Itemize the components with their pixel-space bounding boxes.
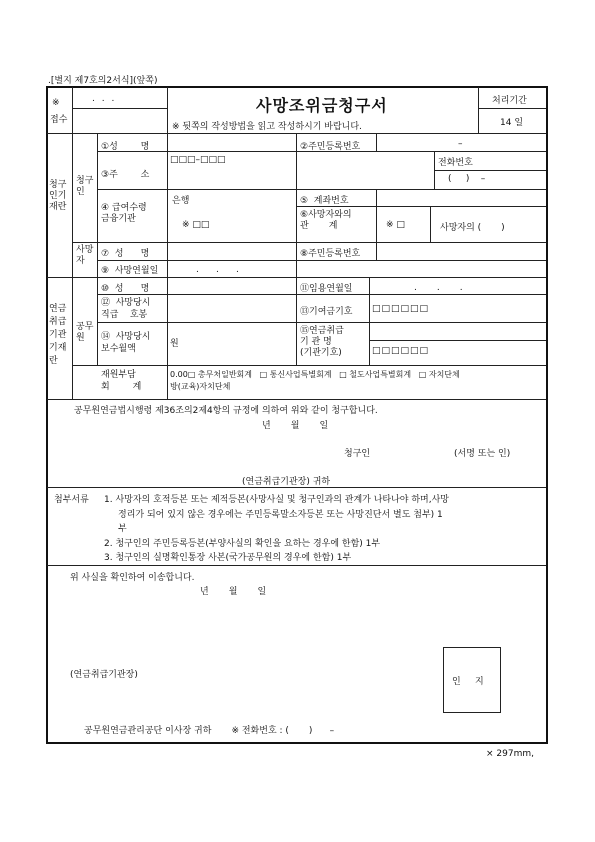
address-value: □□□–□□□ xyxy=(170,155,226,165)
agency-label: ⑮연금취급 기 관 명 (기관기호) xyxy=(300,326,344,358)
recipient: (연금취급기관장) 귀하 xyxy=(242,477,331,487)
attachment-item-2: 2. 청구인의 주민등록등본(부양사실의 확인을 요하는 경우에 한함) 1부 xyxy=(104,539,381,549)
revenue-stamp-label: 인 지 xyxy=(452,677,484,687)
attachments-label: 첨부서류 xyxy=(54,495,89,505)
attachment-item-1c: 부 xyxy=(118,524,127,534)
bank-mark: ※ □□ xyxy=(182,220,210,230)
statement-text: 공무원연금법시행령 제36조의2제4항의 규정에 의하여 위와 같이 청구합니다. xyxy=(74,406,378,416)
attachment-item-1b: 정리가 되어 있지 않은 경우에는 주민등록말소자등본 또는 사망진단서 별도 첨부) 1 xyxy=(118,510,443,520)
size-note: × 297mm, xyxy=(486,749,534,759)
civil-servant-label: 공무 원 xyxy=(76,322,94,343)
phone-label: 전화번호 xyxy=(438,158,473,168)
bank-label: ④ 급여수령 금융기관 xyxy=(101,203,147,224)
account-label: ⑤ 계좌번호 xyxy=(300,196,349,206)
form-title: 사망조위금청구서 xyxy=(256,96,388,115)
rrn-dash: – xyxy=(458,139,463,149)
hire-date-value: . . . xyxy=(414,283,463,293)
rrn-label: ②주민등록번호 xyxy=(300,142,361,152)
confirm-date: 년 월 일 xyxy=(200,587,267,597)
section2-label: 연금 취급 기관 기재 란 xyxy=(49,304,67,366)
death-date-label: ⑨ 사망연월일 xyxy=(101,266,159,276)
attachment-item-1: 1. 사망자의 호적등본 또는 제적등본(사망사실 및 청구인과의 관계가 나타나야 하며,사망 xyxy=(104,495,449,505)
contrib-value: □□□□□□ xyxy=(372,304,430,314)
agency-value: □□□□□□ xyxy=(372,346,430,356)
receipt-mark: ※ xyxy=(52,98,60,108)
hire-date-label: ⑪임용연월일 xyxy=(300,284,353,294)
claimant-sign-label: 청구인 xyxy=(344,449,371,459)
section1-label: 청구 인기 재란 xyxy=(49,180,67,212)
bank-value: 은행 xyxy=(172,196,190,206)
finance-value: 0.00□ 총무처일반회계 □ 통신사업특별회계 □ 철도사업특별회계 □ 자치단체 방(교육)자치단체 xyxy=(170,370,460,391)
confirm-footer: 공무원연금관리공단 이사장 귀하 ※ 전화번호 : ( ) – xyxy=(84,726,335,736)
frame-top xyxy=(46,86,548,88)
relation-value: 사망자의 ( ) xyxy=(440,223,505,233)
frame-right xyxy=(546,86,548,744)
frame-left xyxy=(46,86,48,744)
salary-label: ⑭ 사망당시 보수월액 xyxy=(101,332,151,354)
relation-mark: ※ □ xyxy=(386,220,405,230)
confirm-text: 위 사실을 확인하여 이송합니다. xyxy=(70,573,195,583)
deceased-label: 사망 자 xyxy=(76,245,94,266)
processing-value: 14 일 xyxy=(500,118,524,128)
relation-label: ⑥사망자와의 관 계 xyxy=(300,210,352,231)
processing-label: 처리기간 xyxy=(492,96,527,106)
attachment-item-3: 3. 청구인의 실명확인통장 사본(국가공무원의 경우에 한함) 1부 xyxy=(104,553,352,563)
form-number: .[별지 제7호의2서식](앞쪽) xyxy=(48,76,158,86)
receipt-label: 접수 xyxy=(50,115,68,125)
cs-name-label: ⑩ 성 명 xyxy=(101,284,150,294)
phone-value: ( ) – xyxy=(448,174,486,184)
frame-bottom xyxy=(46,742,548,744)
address-label: ③주 소 xyxy=(101,170,150,180)
finance-label: 재원부담 회 계 xyxy=(101,370,142,392)
deceased-name-label: ⑦ 성 명 xyxy=(101,249,150,259)
salary-value: 원 xyxy=(170,339,179,349)
sign-note: (서명 또는 인) xyxy=(454,449,511,459)
contrib-label: ⑬기여금기호 xyxy=(300,307,353,317)
claimant-label: 청구 인 xyxy=(76,176,94,197)
form-instruction: ※ 뒷쪽의 작성방법을 읽고 작성하시기 바랍니다. xyxy=(172,122,362,132)
name-label: ①성 명 xyxy=(101,142,150,152)
receipt-date: . . . xyxy=(92,94,117,104)
deceased-rrn-label: ⑧주민등록번호 xyxy=(300,249,361,259)
statement-date: 년 월 일 xyxy=(262,421,329,431)
death-date-value: . . . xyxy=(196,265,239,275)
rank-label: ⑫ 사망당시 직급 호봉 xyxy=(101,298,151,320)
confirm-head: (연금취급기관장) xyxy=(70,670,138,680)
